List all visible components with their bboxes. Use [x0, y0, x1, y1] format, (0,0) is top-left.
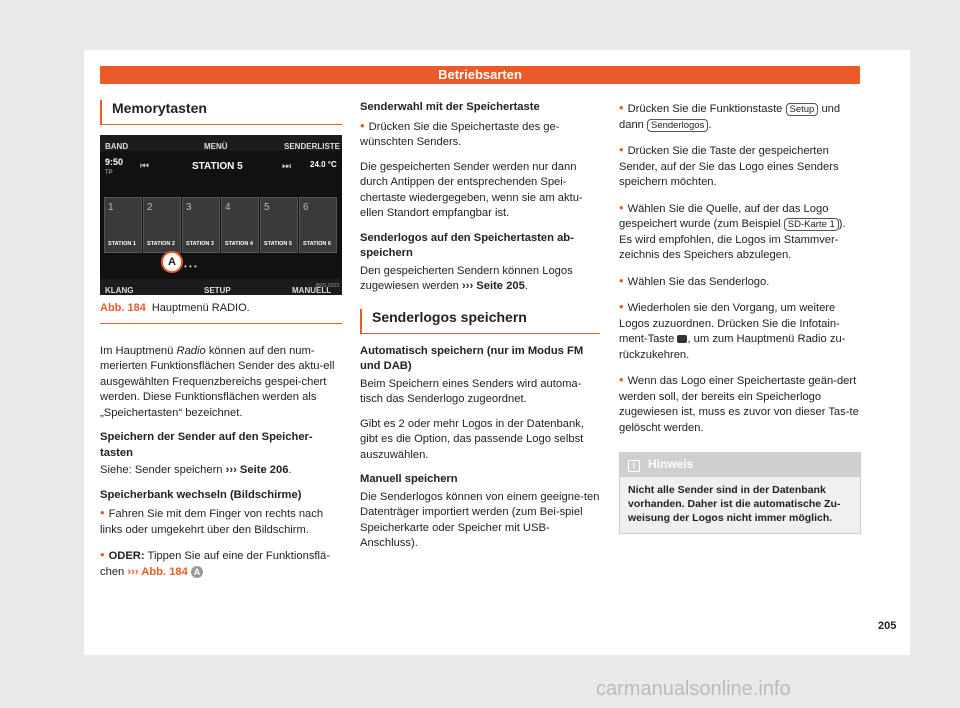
setup-label: SETUP	[204, 286, 231, 295]
radio-figure	[100, 135, 342, 295]
text: ). Es wird empfohlen, die Logos im Stammver-zeichnis des Speichers abzulegen.	[619, 218, 846, 261]
callout-marker-a: A	[161, 251, 183, 273]
bullet-item: • Wenn das Logo einer Speichertaste geän-dert werden soll, der bereits ein Speicherlogo zugewiesen ist, muss es zuvor von dieser Tas-te gelöscht werden.	[619, 372, 861, 436]
paragraph: Beim Speichern eines Senders wird automa-tisch das Senderlogo zugeordnet.	[360, 377, 582, 405]
paragraph	[100, 463, 342, 479]
text: .	[288, 464, 292, 476]
tile-number: 3	[186, 202, 192, 213]
text: Wählen Sie die Quelle, auf der das Logo gespeichert wurde (zum Beispiel	[619, 202, 829, 230]
caption-label: Abb. 184	[100, 302, 146, 314]
senderlogos-key: Senderlogos	[647, 119, 708, 132]
text: Tippen Sie auf eine der Funktionsflä-chen	[100, 550, 330, 578]
tp-label: TP	[105, 170, 113, 176]
tile-number: 2	[147, 202, 153, 213]
prev-icon: ⏮	[140, 161, 149, 172]
screen-bottom-bar	[100, 279, 342, 295]
text-bold: ODER:	[108, 550, 145, 562]
senderliste-label: SENDERLISTE	[284, 142, 341, 151]
manuell-label: MANUELL	[292, 286, 332, 295]
page-dots: • • •	[184, 262, 197, 271]
tile-label: STATION 6	[303, 241, 331, 247]
text: Siehe: Sender speichern	[100, 464, 226, 476]
section-title-senderlogos: Senderlogos speichern	[360, 309, 600, 334]
bullet-item: • Fahren Sie mit dem Finger von rechts nach links oder umgekehrt über den Bildschirm.	[100, 505, 342, 538]
note-body: Nicht alle Sender sind in der Datenbank vorhanden. Daher ist die automatische Zu-weisung der Logos nicht immer möglich.	[620, 477, 860, 533]
section-title-memorytasten: Memorytasten	[100, 100, 342, 125]
text: Im Hauptmenü	[100, 344, 177, 357]
paragraph	[100, 344, 342, 422]
paragraph: Die Senderlogos können von einem geeigne-ten Datenträger importiert werden (zum Bei-spiel Speicherkarte oder Speicher mit USB-Anschluss).	[360, 490, 600, 549]
column-3	[619, 100, 861, 534]
tile-label: STATION 4	[225, 241, 253, 247]
bullet-item	[619, 100, 861, 133]
temperature: 24.0 °C	[310, 160, 337, 169]
sd-card-key: SD-Karte 1	[784, 218, 839, 231]
clock: 9:50	[105, 157, 124, 167]
subheading: Speicherbank wechseln (Bildschirme)	[100, 488, 302, 501]
paragraph: Die gespeicherten Sender werden nur dann durch Antippen der entsprechenden Spei-chertaste wiedergegeben, wenn sie am aktu-ellen Standort empfangbar ist.	[360, 160, 583, 219]
tile-label: STATION 5	[264, 241, 292, 247]
page-link[interactable]: ››› Seite 206	[225, 464, 289, 476]
tile-number: 5	[264, 202, 270, 213]
column-1	[100, 100, 342, 589]
page-number: 205	[878, 620, 897, 632]
bullet-item	[100, 547, 342, 580]
text-italic: Radio	[176, 344, 206, 357]
subheading: Senderlogos auf den Speichertasten ab-speichern	[360, 231, 574, 259]
column-2	[360, 100, 600, 561]
paragraph: Gibt es 2 oder mehr Logos in der Datenbank, gibt es die Option, das passende Logo selbst auszuwählen.	[360, 417, 584, 461]
klang-label: KLANG	[105, 286, 134, 295]
caption-text: Hauptmenü RADIO.	[151, 302, 250, 314]
text: und dann	[619, 103, 841, 131]
page-link[interactable]: ››› Seite 205	[462, 280, 525, 292]
subheading: Speichern der Sender auf den Speicher-tasten	[100, 431, 313, 459]
subheading: Senderwahl mit der Speichertaste	[360, 101, 540, 113]
note-header	[620, 453, 860, 477]
figure-code: BRS-0153	[315, 282, 339, 289]
menu-label: MENÜ	[204, 142, 228, 151]
tile-number: 4	[225, 202, 231, 213]
subheading: Automatisch speichern (nur im Modus FM und DAB)	[360, 344, 584, 372]
subheading: Manuell speichern	[360, 473, 458, 485]
bullet-item	[619, 299, 861, 363]
tile-number: 1	[108, 202, 114, 213]
text: Wiederholen sie den Vorgang, um weitere Logos zuzuordnen. Drücken Sie die Infotain-ment-Taste	[619, 302, 840, 345]
paragraph	[360, 264, 600, 295]
watermark: carmanualsonline.info	[596, 678, 791, 700]
bullet-item: • Drücken Sie die Taste der gespeicherten Sender, auf der Sie das Logo eines Senders speichern möchten.	[619, 142, 861, 191]
info-icon: i	[628, 460, 640, 472]
bullet-item	[619, 200, 861, 264]
tile-label: STATION 1	[108, 241, 136, 247]
text: Den gespeicherten Sendern können Logos zugewiesen werden	[360, 264, 573, 292]
infotainment-radio-icon	[677, 335, 687, 343]
tile-number: 6	[303, 202, 309, 213]
bullet-item: • Drücken Sie die Speichertaste des ge-wünschten Senders.	[360, 118, 600, 151]
band-label: BAND	[105, 142, 129, 151]
screen-top-bar	[100, 135, 342, 151]
figure-link[interactable]: ››› Abb. 184	[127, 565, 188, 578]
text: können auf den num-merierten Funktionsflächen Sender des aktu-ell ausgewählten Frequenzbereichs gespei-chert werden. Diese Funktionsflächen werden als „Speichertasten“ bezeichnet.	[100, 344, 335, 419]
callout-a-icon: A	[191, 566, 203, 578]
note-title: Hinweis	[648, 457, 694, 471]
setup-key: Setup	[786, 103, 819, 116]
note-box	[619, 452, 861, 534]
chapter-banner: Betriebsarten	[100, 66, 860, 84]
text: .	[524, 280, 528, 292]
text: , um zum Hauptmenü Radio zu-rückzukehren.	[619, 333, 846, 361]
tile-label: STATION 3	[186, 241, 214, 247]
tile-label: STATION 2	[147, 241, 175, 247]
bullet-item: • Wählen Sie das Senderlogo.	[619, 273, 861, 291]
figure-caption	[100, 301, 342, 324]
next-icon: ⏭	[282, 161, 291, 172]
station-name: STATION 5	[192, 161, 243, 172]
text: .	[708, 118, 712, 131]
text: Drücken Sie die Funktionstaste	[627, 103, 786, 115]
